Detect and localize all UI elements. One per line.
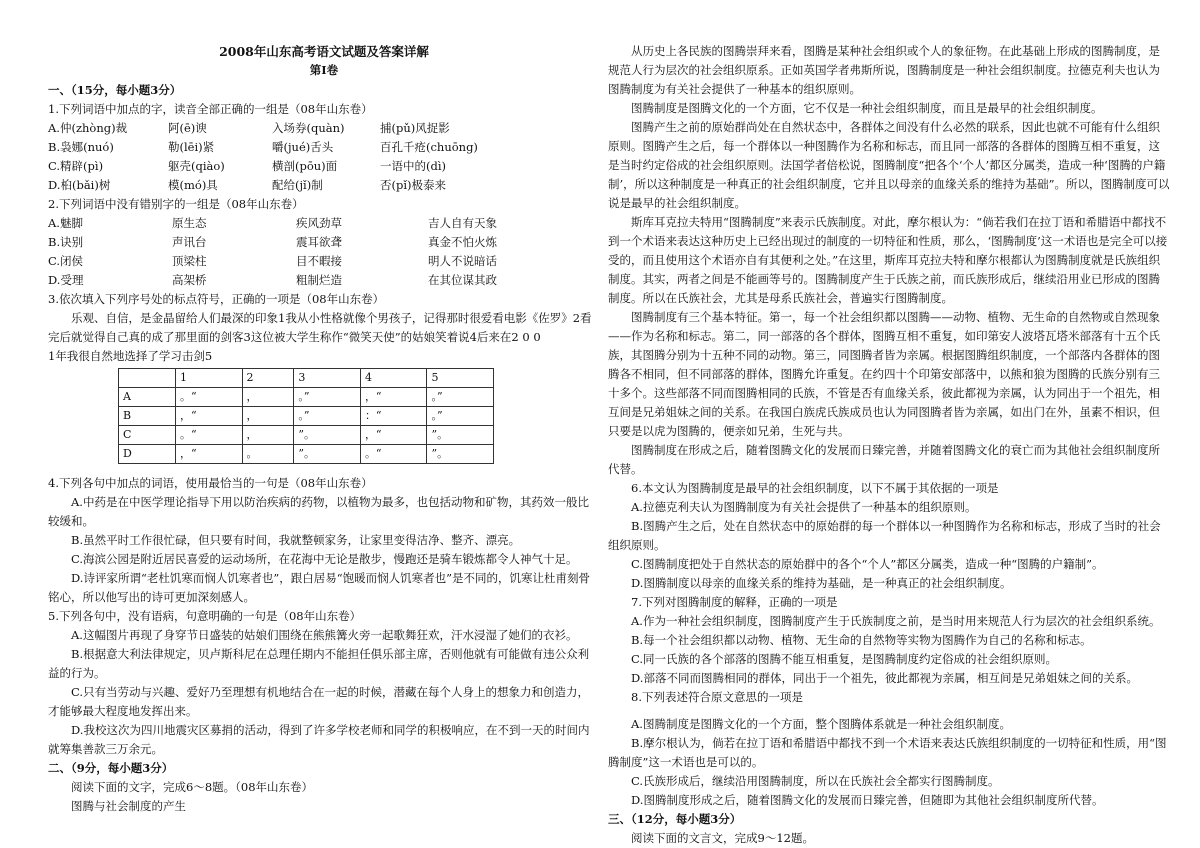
table-cell: ，“ bbox=[360, 426, 427, 445]
option-cell: 否(pǐ)极泰来 bbox=[380, 178, 447, 192]
table-cell: 3 bbox=[294, 369, 361, 388]
section-3-intro: 阅读下面的文言文，完成9～12题。 bbox=[631, 831, 814, 845]
q6-option-d: D.图腾制度以母亲的血缘关系的维持为基础，是一种真正的社会组织制度。 bbox=[631, 576, 1012, 590]
table-cell: 5 bbox=[427, 369, 494, 388]
option-cell: C.闭侯 bbox=[48, 254, 84, 268]
q8-option-c: C.氏族形成后，继续沿用图腾制度，所以在氏族社会全都实行图腾制度。 bbox=[631, 774, 1000, 788]
table-cell: ”。 bbox=[427, 445, 494, 464]
table-cell: 。“ bbox=[176, 426, 243, 445]
option-cell: 声讯台 bbox=[172, 235, 207, 249]
option-cell: A.仲(zhòng)裁 bbox=[48, 121, 128, 135]
table-cell: ”。 bbox=[427, 426, 494, 445]
option-cell: A.魅脚 bbox=[48, 216, 83, 230]
q5-option-d: D.我校这次为四川地震灾区募捐的活动，得到了许多学校老师和同学的积极响应，在不到一天的时间内就筹集善款三万余元。 bbox=[48, 723, 590, 756]
q1-option-d bbox=[48, 176, 600, 195]
option-cell: 震耳欲聋 bbox=[296, 235, 342, 249]
article-paragraph: 图腾产生之前的原始群尚处在自然状态中，各群体之间没有什么必然的联系，因此也就不可能有什么组织原则。图腾产生之后，每一个群体以一种图腾作为名称和标志，而且同一部落的各群体的图腾互相不重复，这是当时约定俗成的社会组织原则。法国学者倍松说，图腾制度“把各个‘个人’都区分属类，造成一种‘图腾的户籍制’，所以这种制度是一种真正的社会组织制度，它并且以母亲的血缘关系的维持为基础”。所以，图腾制度可以说是最早的社会组织制度。 bbox=[608, 120, 1170, 210]
article-paragraph: 从历史上各民族的图腾崇拜来看，图腾是某种社会组织或个人的象征物。在此基础上形成的图腾制度，是规范人行为层次的社会组织原系。正如英国学者弗斯所说，图腾制度是一种社会组织制度。拉德克利夫也认为图腾制度为有关社会提供了一种基本的组织原则。 bbox=[608, 44, 1160, 96]
table-cell: 。 bbox=[242, 445, 294, 464]
q2-options bbox=[48, 214, 600, 290]
q8-option-a: A.图腾制度是图腾文化的一个方面，整个图腾体系就是一种社会组织制度。 bbox=[631, 717, 1011, 731]
option-cell: 一语中的(dì) bbox=[380, 159, 447, 173]
q4-option-b: B.虽然平时工作很忙碌，但只要有时间，我就整顿家务，让家里变得洁净、整齐、漂亮。 bbox=[71, 533, 521, 547]
table-cell: ，“ bbox=[176, 445, 243, 464]
q3-passage-end: 1年我很自然地选择了学习击剑5 bbox=[48, 349, 213, 363]
option-cell: 顶梁柱 bbox=[172, 254, 207, 268]
table-cell: C bbox=[119, 426, 176, 445]
article-paragraph: 图腾制度有三个基本特征。第一，每一个社会组织都以图腾——动物、植物、无生命的自然物或自然现象——作为名称和标志。第二，同一部落的各个群体，图腾互相不重复，如印第安人波塔瓦塔米部落有十五个氏族，其图腾分别为十五种不同的动物。第三，同图腾者皆为亲属。根据图腾组织制度，一个部落内各群体的图腾各不相同，但不同部落的群体，图腾允许重复。在约四十个印第安部落中，以熊和狼为图腾的氏族分别有三十多个。这些部落不同而图腾相同的氏族，不管是否有血缘关系，彼此都视为亲属，认为同出于一个祖先，相互间是兄弟姐妹之间的关系。在我国白族虎氏族成员也认为同图腾者皆为亲属，如出门在外，虽素不相识，但只要是以虎为图腾的，便亲如兄弟，生死与共。 bbox=[608, 310, 1160, 438]
left-column bbox=[48, 42, 600, 816]
table-cell: ”。 bbox=[294, 445, 361, 464]
table-cell: ， bbox=[242, 426, 294, 445]
table-cell: ，“ bbox=[360, 388, 427, 407]
option-cell: 模(mó)具 bbox=[168, 178, 218, 192]
q2-stem: 2.下列词语中没有错别字的一组是（08年山东卷） bbox=[48, 197, 304, 211]
q4-stem: 4.下列各句中加点的词语，使用最恰当的一句是（08年山东卷） bbox=[48, 476, 373, 490]
table-cell bbox=[119, 369, 176, 388]
table-cell: ， bbox=[242, 388, 294, 407]
option-cell: 捕(pǔ)风捉影 bbox=[380, 121, 450, 135]
table-row bbox=[119, 426, 494, 445]
option-cell: 百孔千疮(chuōng) bbox=[380, 140, 478, 154]
q1-option-c bbox=[48, 157, 600, 176]
q6-option-a: A.拉德克利夫认为图腾制度为有关社会提供了一种基本的组织原则。 bbox=[631, 500, 977, 514]
q3-punctuation-table bbox=[118, 368, 494, 464]
q7-option-b: B.每一个社会组织都以动物、植物、无生命的自然物等实物为图腾作为自己的名称和标志。 bbox=[631, 633, 1092, 647]
option-cell: 入场券(quàn) bbox=[272, 121, 345, 135]
option-cell: 配给(jǐ)制 bbox=[272, 178, 323, 192]
option-cell: 躯壳(qiào) bbox=[168, 159, 225, 173]
option-cell: 疾风劲草 bbox=[296, 216, 342, 230]
q7-option-a: A.作为一种社会组织制度，图腾制度产生于氏族制度之前，是当时用来规范人行为层次的社会组织系统。 bbox=[631, 614, 1161, 628]
q3-passage: 乐观、自信，是金晶留给人们最深的印象1我从小性格就像个男孩子，记得那时很爱看电影《佐罗》2看完后就觉得自己真的成了那里面的剑客3这位被大学生称作“微笑天使”的姑娘笑着说4后来在2 0 0 bbox=[48, 311, 592, 344]
option-cell: 阿(ē)谀 bbox=[168, 121, 207, 135]
right-column bbox=[608, 42, 1170, 848]
article-paragraph: 斯库耳克拉夫特用“图腾制度”来表示氏族制度。对此，摩尔根认为：“倘若我们在拉丁语和希腊语中都找不到一个术语来表达这种历史上已经出现过的制度的一切特征和性质，那么，‘图腾制度’这一术语也是完全可以接受的，而且使用这个术语亦自有其便利之处。”在这里，斯库耳克拉夫特和摩尔根都认为图腾制度就是氏族组织制度。其实，两者之间是不能画等号的。图腾制度产生于氏族之前，而氏族形成后，继续沿用业已形成的图腾制度。所以在氏族社会，尤其是母系氏族社会，普遍实行图腾制度。 bbox=[608, 215, 1168, 305]
q1-option-a bbox=[48, 119, 600, 138]
option-cell: 粗制烂造 bbox=[296, 273, 342, 287]
q4-option-c: C.海滨公园是附近居民喜爱的运动场所，在花海中无论是散步，慢跑还是骑车锻炼都令人神气十足。 bbox=[71, 552, 578, 566]
table-cell: ”。 bbox=[294, 426, 361, 445]
q2-option-c bbox=[48, 252, 600, 271]
option-cell: 高架桥 bbox=[172, 273, 207, 287]
table-row bbox=[119, 388, 494, 407]
section-1-heading: 一、（15分，每小题3分） bbox=[48, 83, 182, 97]
table-cell: 。“ bbox=[176, 388, 243, 407]
q6-option-c: C.图腾制度把处于自然状态的原始群中的各个“个人”都区分属类，造成一种“图腾的户籍制”。 bbox=[631, 557, 1104, 571]
option-cell: C.精辟(pì) bbox=[48, 159, 104, 173]
volume-label: 第Ⅰ卷 bbox=[309, 63, 339, 77]
q5-option-a: A.这幅图片再现了身穿节日盛装的姑娘们围绕在熊熊篝火旁一起歌舞狂欢，汗水浸湿了她们的衣衫。 bbox=[71, 628, 578, 642]
q7-stem: 7.下列对图腾制度的解释，正确的一项是 bbox=[631, 595, 838, 609]
option-cell: B.袅娜(nuó) bbox=[48, 140, 114, 154]
table-cell: 1 bbox=[176, 369, 243, 388]
document-title: 2008年山东高考语文试题及答案详解 bbox=[219, 44, 429, 59]
q6-stem: 6.本文认为图腾制度是最早的社会组织制度，以下不属于其依据的一项是 bbox=[631, 481, 999, 495]
option-cell: B.诀别 bbox=[48, 235, 84, 249]
q6-option-b: B.图腾产生之后，处在自然状态中的原始群的每一个群体以一种图腾作为名称和标志，形成了当时的社会组织原则。 bbox=[608, 519, 1161, 552]
q5-option-c: C.只有当劳动与兴趣、爱好乃至理想有机地结合在一起的时候，潜藏在每个人身上的想象力和创造力，才能够最大程度地发挥出来。 bbox=[48, 685, 590, 718]
article-title: 图腾与社会制度的产生 bbox=[71, 799, 186, 813]
table-cell: 2 bbox=[242, 369, 294, 388]
q1-option-b bbox=[48, 138, 600, 157]
article-paragraph: 图腾制度是图腾文化的一个方面，它不仅是一种社会组织制度，而且是最早的社会组织制度。 bbox=[631, 101, 1103, 115]
table-cell: 。” bbox=[294, 407, 361, 426]
q4-option-a: A.中药是在中医学理论指导下用以防治疾病的药物，以植物为最多，也包括动物和矿物，其药效一般比较缓和。 bbox=[48, 495, 589, 528]
table-cell: ：“ bbox=[360, 407, 427, 426]
q2-option-a bbox=[48, 214, 600, 233]
table-cell: ，“ bbox=[176, 407, 243, 426]
option-cell: 明人不说暗话 bbox=[428, 254, 497, 268]
option-cell: 吉人自有天象 bbox=[428, 216, 497, 230]
table-cell: 。” bbox=[427, 388, 494, 407]
table-cell: D bbox=[119, 445, 176, 464]
option-cell: 在其位谋其政 bbox=[428, 273, 497, 287]
q3-stem: 3.依次填入下列序号处的标点符号，正确的一项是（08年山东卷） bbox=[48, 292, 385, 306]
table-row bbox=[119, 445, 494, 464]
option-cell: 嚼(jué)舌头 bbox=[272, 140, 334, 154]
table-cell: ， bbox=[242, 407, 294, 426]
option-cell: 勒(lēi)紧 bbox=[168, 140, 215, 154]
section-2-heading: 二、（9分，每小题3分） bbox=[48, 761, 174, 775]
q8-option-b: B.摩尔根认为，倘若在拉丁语和希腊语中都找不到一个术语来表达氏族组织制度的一切特征和性质，用“图腾制度”这一术语也是可以的。 bbox=[608, 736, 1167, 769]
q1-options bbox=[48, 119, 600, 195]
table-cell: A bbox=[119, 388, 176, 407]
section-3-heading: 三、（12分，每小题3分） bbox=[608, 812, 742, 826]
q8-option-d: D.图腾制度形成之后，随着图腾文化的发展而日臻完善，但随即为其他社会组织制度所代替。 bbox=[631, 793, 1104, 807]
option-cell: 原生态 bbox=[172, 216, 207, 230]
q5-option-b: B.根据意大利法律规定，贝卢斯科尼在总理任期内不能担任俱乐部主席，否则他就有可能做有违公众利益的行为。 bbox=[48, 647, 590, 680]
q2-option-b bbox=[48, 233, 600, 252]
option-cell: 目不暇接 bbox=[296, 254, 342, 268]
q2-option-d bbox=[48, 271, 600, 290]
article-paragraph: 图腾制度在形成之后，随着图腾文化的发展而日臻完善，并随着图腾文化的衰亡而为其他社会组织制度所代替。 bbox=[608, 443, 1160, 476]
table-cell: 4 bbox=[360, 369, 427, 388]
table-cell: B bbox=[119, 407, 176, 426]
q7-option-d: D.部落不同而图腾相同的群体，同出于一个祖先，彼此都视为亲属，相互间是兄弟姐妹之间的关系。 bbox=[631, 671, 1138, 685]
option-cell: D.桕(bǎi)树 bbox=[48, 178, 111, 192]
q7-option-c: C.同一氏族的各个部落的图腾不能互相重复，是图腾制度约定俗成的社会组织原则。 bbox=[631, 652, 1058, 666]
table-cell: 。“ bbox=[360, 445, 427, 464]
q5-stem: 5.下列各句中，没有语病，句意明确的一句是（08年山东卷） bbox=[48, 609, 362, 623]
q4-option-d: D.诗评家所谓“老杜饥寒而悯人饥寒者也”，跟白居易“饱暖而悯人饥寒者也”是不同的，饥寒让杜甫刻骨铭心，所以他写出的诗可更加深刻感人。 bbox=[48, 571, 590, 604]
option-cell: 横剖(pōu)面 bbox=[272, 159, 338, 173]
table-cell: 。” bbox=[294, 388, 361, 407]
option-cell: D.受理 bbox=[48, 273, 84, 287]
q1-stem: 1.下列词语中加点的字，读音全部正确的一组是（08年山东卷） bbox=[48, 102, 373, 116]
table-cell: 。” bbox=[427, 407, 494, 426]
section-2-intro: 阅读下面的文字，完成6～8题。（08年山东卷） bbox=[71, 780, 314, 794]
table-row bbox=[119, 407, 494, 426]
table-header-row bbox=[119, 369, 494, 388]
q8-stem: 8.下列表述符合原文意思的一项是 bbox=[631, 690, 803, 704]
option-cell: 真金不怕火炼 bbox=[428, 235, 497, 249]
spacer bbox=[608, 707, 1170, 715]
